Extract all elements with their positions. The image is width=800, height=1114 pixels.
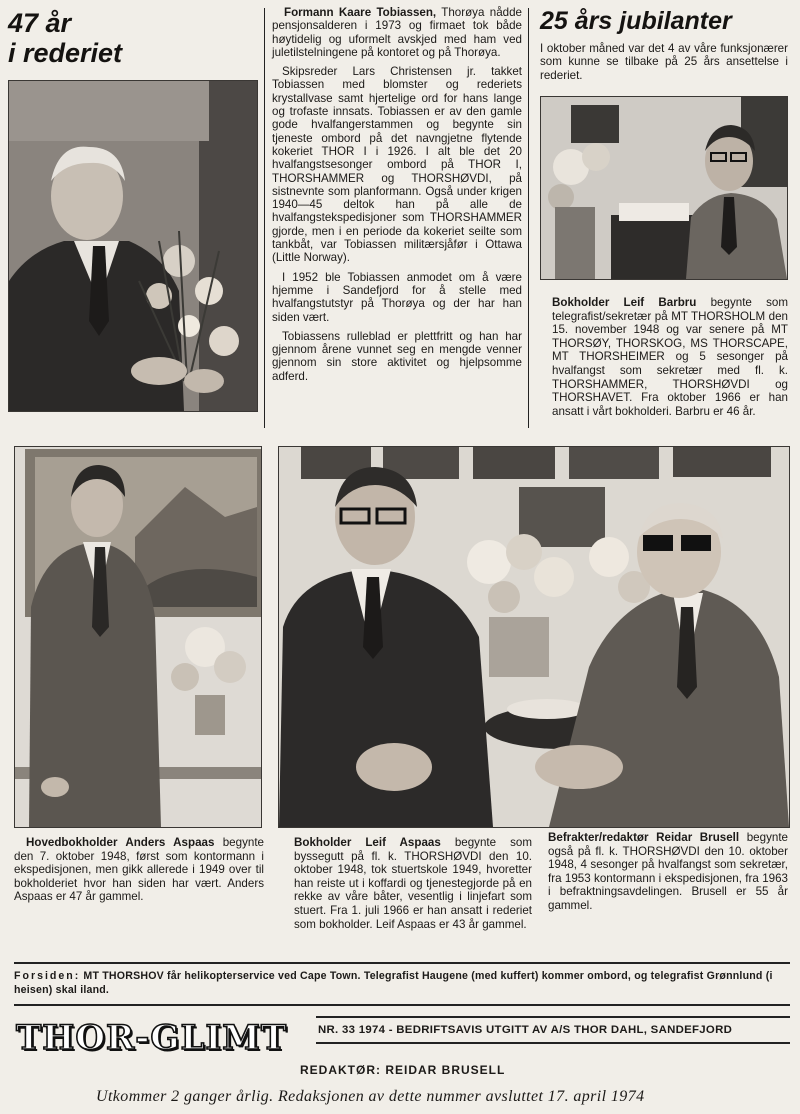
caption-anders-aspaas bbox=[14, 836, 264, 904]
article-paragraph: Skipsreder Lars Christensen jr. takket Tobiassen med blomster og rederiets krystallvase samt hjertelige ord for hans lange og trofaste innsats. Tobiassen er av den gamle gode hvalfangerstammen og begynte sin tjeneste ombord på det navngjetne flytende kokeriet THOR I i 1926. I alt ble det 20 hvalfangstsesonger ombord på THOR I, THORSHAMMER og THORSHØVDI, på sistnevnte som planformann. Også under krigen 1940—45 deltok han på alle de hvalfangstekspedisjoner som THORSHAMMER gjorde, men i en periode da kokeriet seilte som tankbåt, var Tobiassen militærsjåfør i Ottawa (Little Norway). bbox=[272, 65, 522, 265]
article-paragraph bbox=[272, 6, 522, 59]
article-paragraph: I 1952 ble Tobiassen anmodet om å være hjemme i Sandefjord for å stelle med hvalfangstutstyr på Thorøya og der har han siden vært. bbox=[272, 270, 522, 324]
left-title-line1: 47 år bbox=[8, 8, 72, 38]
masthead-editor-line: REDAKTØR: REIDAR BRUSELL bbox=[300, 1063, 506, 1077]
caption-name: Befrakter/redaktør Reidar Brusell bbox=[548, 831, 740, 844]
photo-tobiassen bbox=[8, 80, 258, 412]
masthead-publication-line: Utkommer 2 ganger årlig. Redaksjonen av dette nummer avsluttet 17. april 1974 bbox=[96, 1088, 645, 1105]
article-paragraph-text: Thorøya nådde pensjonsalderen i 1973 og firmaet tok både høytidelig og uformelt avskjed med ham ved juletilstelningene på kontoret og på Thorøya. bbox=[272, 6, 522, 59]
photo-barbru bbox=[540, 96, 788, 280]
caption-reidar-brusell bbox=[548, 831, 788, 913]
photo-anders-aspaas bbox=[14, 446, 262, 828]
article-paragraph: Tobiassens rulleblad er plettfritt og han har gjennom årene vunnet seg en mengde venner gjennom sin store aktivitet og hjelpsomme adferd. bbox=[272, 329, 522, 383]
photo-leif-aspaas-reidar-brusell bbox=[278, 446, 790, 828]
rule-cover-top bbox=[14, 962, 790, 964]
masthead-logo: THOR-GLIMT bbox=[16, 1018, 288, 1058]
column-rule-right bbox=[528, 8, 529, 428]
article-lead-name: Formann Kaare Tobiassen, bbox=[284, 6, 437, 19]
left-title-line2: i rederiet bbox=[8, 38, 123, 68]
caption-barbru bbox=[552, 296, 788, 418]
caption-name: Bokholder Leif Aspaas bbox=[294, 836, 441, 849]
caption-text: begynte som byssegutt på fl. k. THORSHØVDI den 10. oktober 1948, tok stuertskole 1949, hvoretter han reiste ut i koffardi og tjenestegjorde på en rekke av våre båter, vesentlig i linjefart som stuert. Fra 1. juli 1966 er han ansatt i rederiet som bokholder. Leif Aspaas er 43 år gammel. bbox=[294, 836, 532, 931]
rule-masthead-bottom bbox=[316, 1042, 790, 1044]
right-article-title: 25 års jubilanter bbox=[540, 7, 732, 35]
caption-name: Bokholder Leif Barbru bbox=[552, 296, 697, 309]
cover-note bbox=[14, 970, 790, 997]
cover-note-label: Forsiden: bbox=[14, 970, 81, 982]
rule-cover-bottom bbox=[14, 1004, 790, 1006]
right-article-intro: I oktober måned var det 4 av våre funksjonærer som kunne se tilbake på 25 års ansettelse i rederiet. bbox=[540, 42, 788, 82]
rule-masthead-top bbox=[316, 1016, 790, 1018]
caption-text: begynte også på fl. k. THORSHØVDI den 10. oktober 1948, 4 sesonger på hvalfangst som sekretær, fra 1953 kontormann i ekspedisjonen, fra 1963 i befraktningsavdelingen. Brusell er 55 år gammel. bbox=[548, 831, 788, 912]
caption-name: Hovedbokholder Anders Aspaas bbox=[26, 836, 215, 849]
masthead-issue-line: NR. 33 1974 - BEDRIFTSAVIS UTGITT AV A/S THOR DAHL, SANDEFJORD bbox=[318, 1024, 733, 1036]
column-rule-left bbox=[264, 8, 265, 428]
caption-leif-aspaas bbox=[294, 836, 532, 931]
caption-text: begynte som telegrafist/sekretær på MT THORSHOLM den 15. november 1948 og var senere på MT THORSØY, THORSKOG, MS THORSCAPE, MT THORSHEIMER og 5 sesonger på hvalfangst som sekretær med fl. k. THORSHAMMER, THORSHØVDI og THORSHAVET. Fra oktober 1966 er han ansatt i vårt bokholderi. Barbru er 46 år. bbox=[552, 296, 788, 418]
caption-text: begynte den 7. oktober 1948, først som kontormann i ekspedisjonen, men gikk allerede i 1949 over til bokholderiet hvor han siden har vært. Anders Aspaas er 47 år gammel. bbox=[14, 836, 264, 904]
left-article-body bbox=[272, 6, 522, 389]
cover-note-text: MT THORSHOV får helikopterservice ved Cape Town. Telegrafist Haugene (med kuffert) kommer ombord, og telegrafist Grønnlund (i heisen) skal iland. bbox=[14, 970, 773, 996]
left-article-title bbox=[8, 8, 258, 68]
